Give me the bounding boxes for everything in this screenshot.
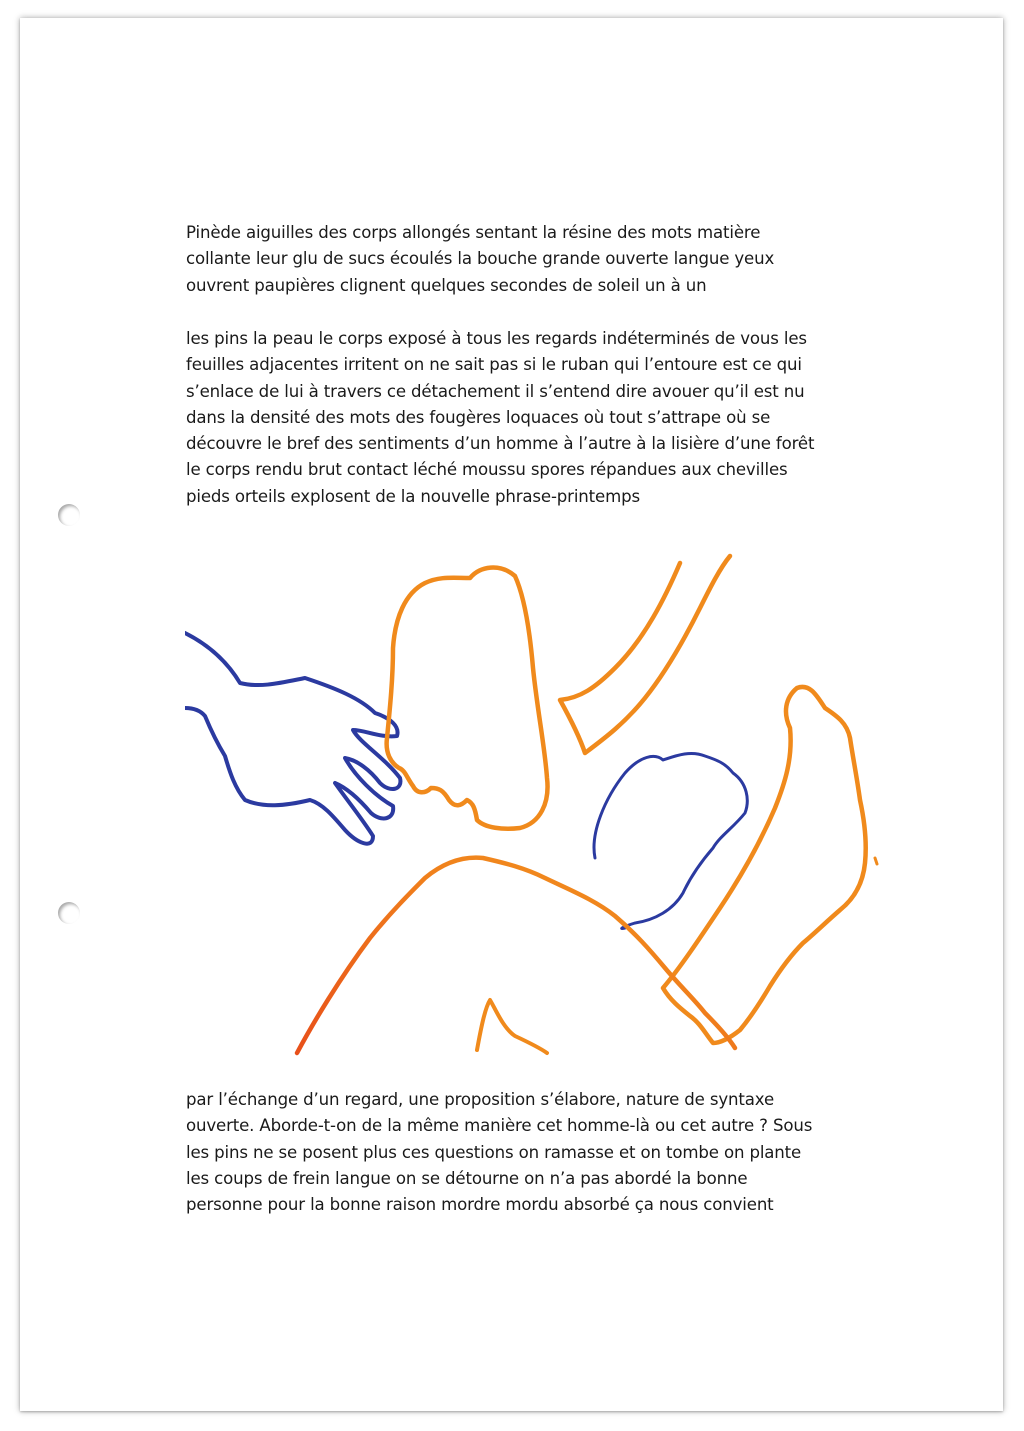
- text-line: les pins ne se posent plus ces questions on ramasse et on tombe on plante: [186, 1142, 802, 1162]
- text-line: les coups de frein langue on se détourne on n’a pas abordé la bonne: [186, 1168, 748, 1188]
- stanza-1: [186, 220, 886, 299]
- document-page: [20, 18, 1003, 1411]
- punch-hole-bottom: [58, 902, 80, 924]
- text-line: collante leur glu de sucs écoulés la bouche grande ouverte langue yeux: [186, 249, 775, 269]
- orange-small-peak: [477, 1000, 547, 1053]
- orange-tiny-mark: [875, 858, 877, 864]
- text-line: personne pour la bonne raison mordre mordu absorbé ça nous convient: [186, 1195, 774, 1215]
- text-line: découvre le bref des sentiments d’un homme à l’autre à la lisière d’une forêt: [186, 434, 815, 454]
- text-line: s’enlace de lui à travers ce détachement il s’entend dire avouer qu’il est nu: [186, 381, 805, 401]
- text-line: pieds orteils explosent de la nouvelle phrase-printemps: [186, 486, 640, 506]
- text-line: Pinède aiguilles des corps allongés sentant la résine des mots matière: [186, 223, 761, 242]
- stanza-3: [186, 1087, 886, 1218]
- text-line: dans la densité des mots des fougères loquaces où tout s’attrape où se: [186, 407, 771, 427]
- orange-foot-right: [663, 687, 866, 1043]
- text-line: les pins la peau le corps exposé à tous les regards indéterminés de vous les: [186, 329, 807, 348]
- text-line: par l’échange d’un regard, une proposition s’élabore, nature de syntaxe: [186, 1090, 774, 1109]
- text-line: ouverte. Aborde-t-on de la même manière cet homme-là ou cet autre ? Sous: [186, 1116, 813, 1136]
- stanza-2: [186, 326, 886, 510]
- orange-body-contour: [297, 858, 735, 1053]
- text-line: le corps rendu brut contact léché moussu spores répandues aux chevilles: [186, 460, 788, 480]
- hand-foot-illustration: [185, 538, 895, 1058]
- blue-hand-outline: [185, 633, 400, 844]
- orange-foot-vertical: [387, 568, 548, 829]
- orange-limb-diagonal: [560, 556, 730, 753]
- punch-hole-top: [58, 504, 80, 526]
- text-line: ouvrent paupières clignent quelques secondes de soleil un à un: [186, 275, 707, 295]
- text-line: feuilles adjacentes irritent on ne sait pas si le ruban qui l’entoure est ce qui: [186, 355, 802, 375]
